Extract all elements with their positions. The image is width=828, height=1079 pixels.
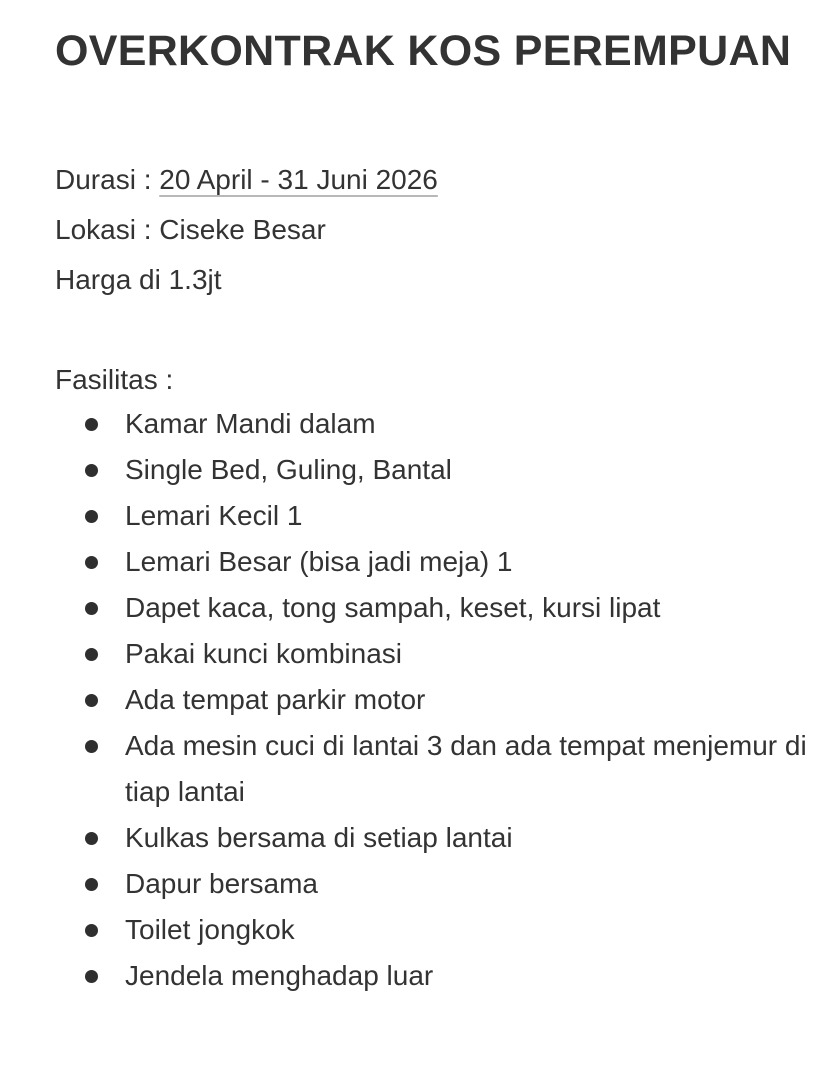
list-item-text: Pakai kunci kombinasi (125, 638, 403, 669)
facilities-heading: Fasilitas : (55, 364, 174, 395)
list-item (55, 861, 815, 907)
bullet-icon (85, 418, 98, 431)
list-item-text: Jendela menghadap luar (125, 960, 434, 991)
bullet-icon (85, 464, 98, 477)
list-item-text: Dapur bersama (125, 868, 318, 899)
list-item-text: Kulkas bersama di setiap lantai (125, 822, 513, 853)
list-item-text: Dapet kaca, tong sampah, keset, kursi lipat (125, 592, 661, 623)
list-item-text: Ada mesin cuci di lantai 3 dan ada tempat menjemur di tiap lantai (125, 730, 807, 807)
facilities-list (55, 401, 815, 999)
bullet-icon (85, 832, 98, 845)
bullet-icon (85, 740, 98, 753)
list-item-text: Kamar Mandi dalam (125, 408, 376, 439)
list-item (55, 585, 815, 631)
bullet-icon (85, 648, 98, 661)
price-row: Harga di 1.3jt (55, 264, 222, 295)
document-page (55, 0, 815, 999)
bullet-icon (85, 924, 98, 937)
list-item (55, 631, 815, 677)
list-item (55, 401, 815, 447)
list-item (55, 493, 815, 539)
list-item (55, 723, 815, 815)
bullet-icon (85, 556, 98, 569)
bullet-icon (85, 510, 98, 523)
list-item-text: Ada tempat parkir motor (125, 684, 426, 715)
list-item-text: Lemari Kecil 1 (125, 500, 303, 531)
bullet-icon (85, 602, 98, 615)
location-row: Lokasi : Ciseke Besar (55, 214, 326, 245)
list-item-text: Single Bed, Guling, Bantal (125, 454, 452, 485)
list-item (55, 447, 815, 493)
list-item (55, 907, 815, 953)
duration-date-link[interactable]: 20 April - 31 Juni 2026 (159, 164, 438, 195)
bullet-icon (85, 970, 98, 983)
list-item (55, 539, 815, 585)
list-item (55, 953, 815, 999)
list-item (55, 677, 815, 723)
bullet-icon (85, 878, 98, 891)
list-item-text: Toilet jongkok (125, 914, 295, 945)
list-item-text: Lemari Besar (bisa jadi meja) 1 (125, 546, 513, 577)
duration-row (55, 155, 815, 205)
bullet-icon (85, 694, 98, 707)
page-title: OVERKONTRAK KOS PEREMPUAN (55, 27, 792, 75)
list-item (55, 815, 815, 861)
listing-details (55, 155, 815, 305)
duration-label: Durasi : (55, 164, 160, 195)
